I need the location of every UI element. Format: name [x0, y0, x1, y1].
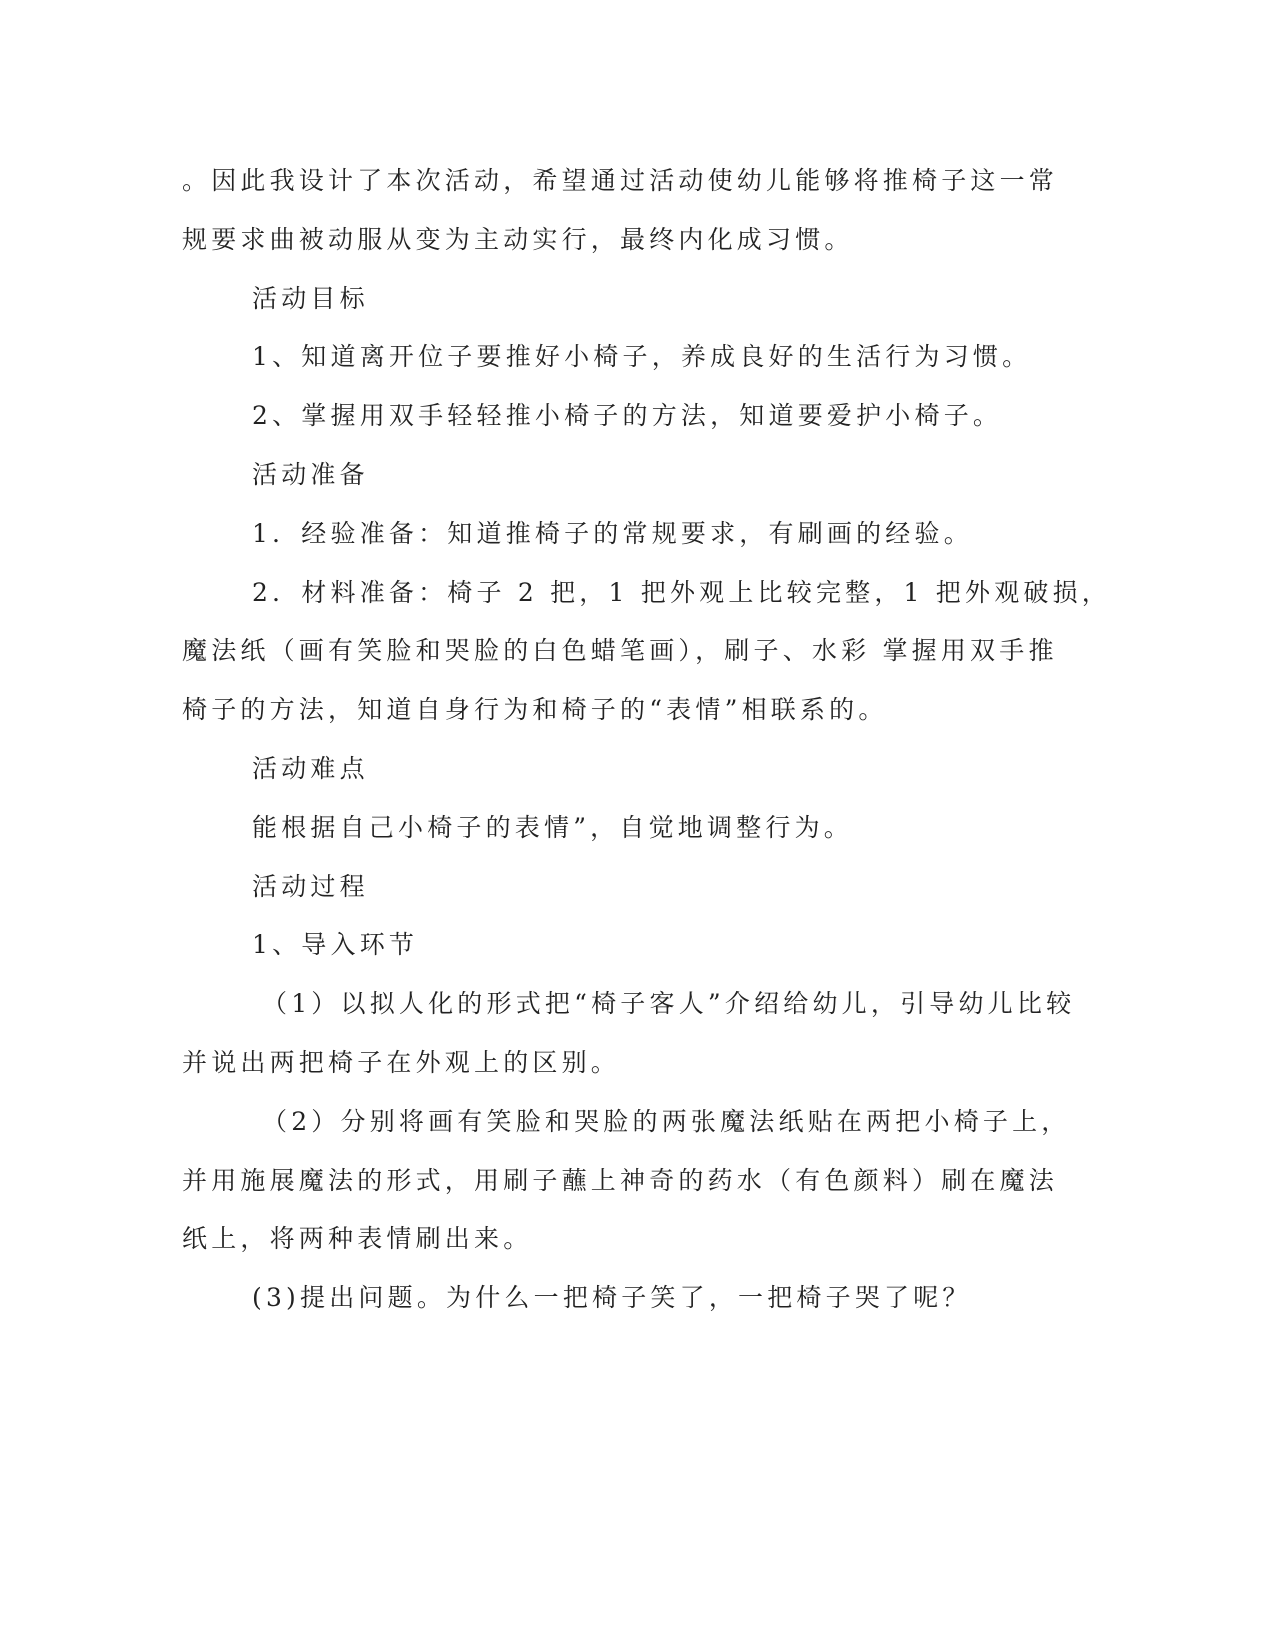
list-item: 2、掌握用双手轻轻推小椅子的方法，知道要爱护小椅子。 — [252, 401, 1003, 431]
list-item: 1．经验准备：知道推椅子的常规要求，有刷画的经验。 — [252, 518, 973, 548]
paragraph-line: 规要求曲被动服从变为主动实行，最终内化成习惯。 — [182, 224, 854, 254]
paragraph-line: 并说出两把椅子在外观上的区别。 — [182, 1047, 621, 1077]
list-item: 1、知道离开位子要推好小椅子，养成良好的生活行为习惯。 — [252, 342, 1032, 372]
paragraph-line: 。因此我设计了本次活动，希望通过活动使幼儿能够将推椅子这一常 — [182, 166, 1059, 195]
section-heading: 活动难点 — [252, 753, 369, 783]
section-heading: 活动过程 — [252, 871, 369, 901]
paragraph-line: 并用施展魔法的形式，用刷子蘸上神奇的药水（有色颜料）刷在魔法 — [182, 1165, 1059, 1195]
paragraph-line: 椅子的方法，知道自身行为和椅子的“表情”相联系的。 — [182, 695, 888, 725]
paragraph-line: 魔法纸（画有笑脸和哭脸的白色蜡笔画），刷子、水彩 掌握用双手推 — [182, 636, 1058, 666]
list-item: (3)提出问题。为什么一把椅子笑了，一把椅子哭了呢？ — [252, 1283, 972, 1313]
section-heading: 活动准备 — [252, 459, 369, 489]
paragraph-line: 纸上，将两种表情刷出来。 — [182, 1224, 533, 1254]
list-item: （1）以拟人化的形式把“椅子客人”介绍给幼儿，引导幼儿比较 — [262, 989, 1076, 1019]
list-item: 1、导入环节 — [252, 930, 419, 960]
list-item: 2．材料准备：椅子 2 把，1 把外观上比较完整，1 把外观破损， — [252, 577, 1112, 607]
paragraph-line: 能根据自己小椅子的表情”，自觉地调整行为。 — [252, 812, 853, 842]
section-heading: 活动目标 — [252, 283, 369, 313]
list-item: （2）分别将画有笑脸和哭脸的两张魔法纸贴在两把小椅子上， — [262, 1106, 1071, 1136]
document-body — [182, 162, 1112, 1338]
